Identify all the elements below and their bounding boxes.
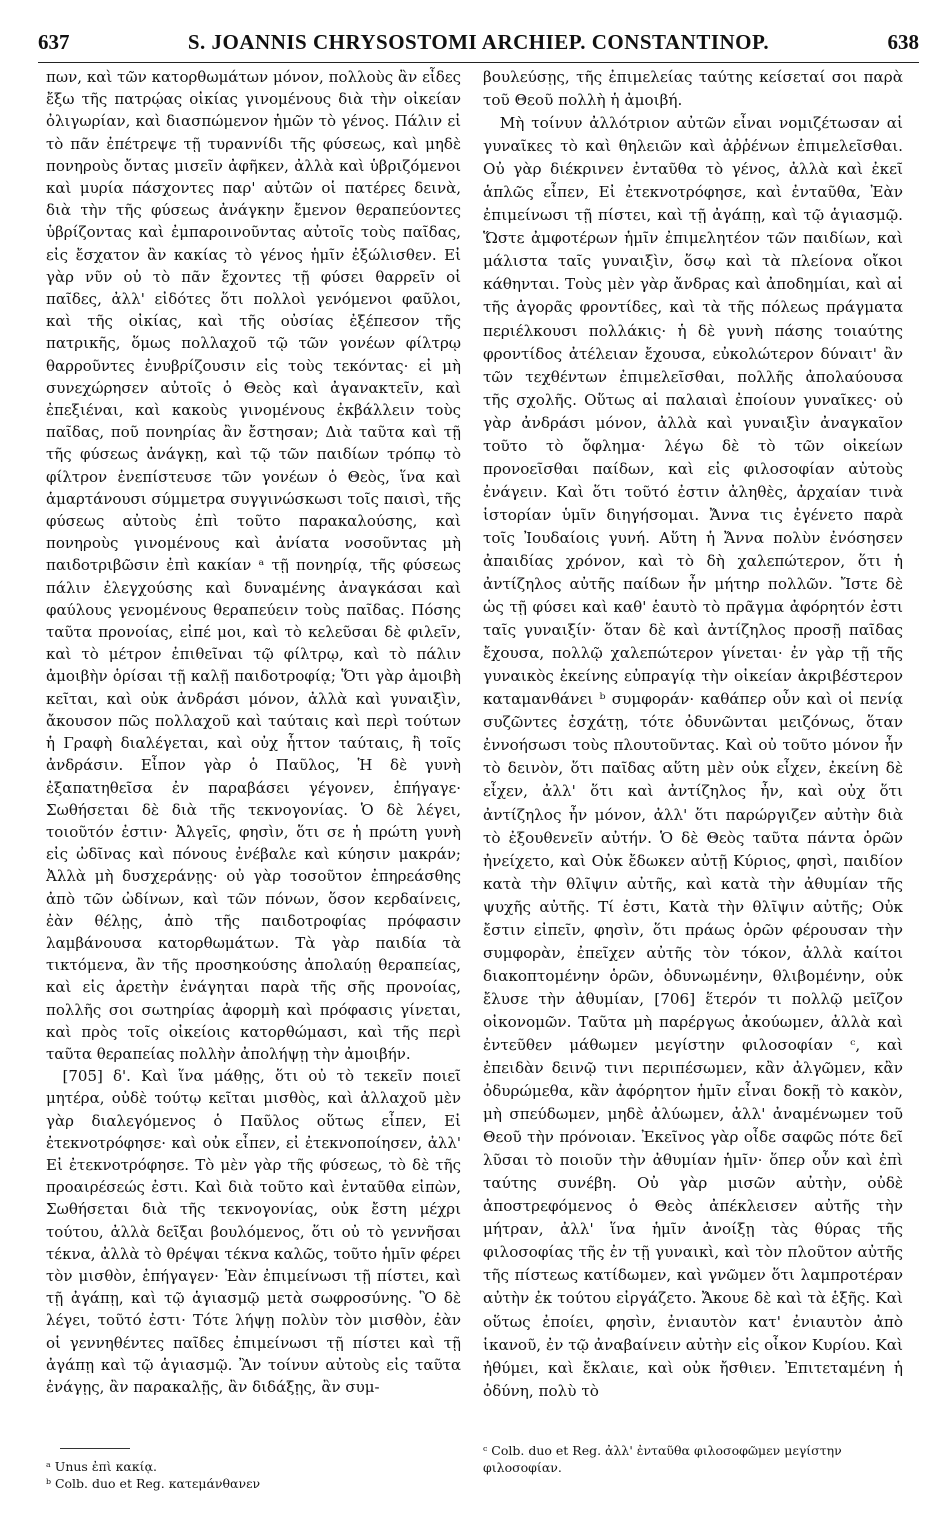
footnotes-right: [483, 1442, 903, 1476]
footnote-b: ᵇ Colb. duo et Reg. κατεμάνθανεν: [46, 1476, 261, 1491]
running-header: [38, 30, 919, 60]
right-column: [483, 66, 903, 1403]
running-title: S. JOANNIS CHRYSOSTOMI ARCHIEP. CONSTANTINOP.: [187, 30, 770, 54]
footnote-a: ᵃ Unus ἐπὶ κακίᾳ.: [46, 1459, 157, 1474]
footnotes-left: [46, 1458, 461, 1492]
left-column: [46, 66, 461, 1398]
left-paragraph-2: [705] δ'. Καὶ ἵνα μάθῃς, ὅτι οὐ τὸ τεκεῖν ποιεῖ μητέρα, οὐδὲ τούτῳ κεῖται μισθὸς, καὶ ἀλλαχοῦ μὲν γὰρ διαλεγόμενος ὁ Παῦλος οὕτως εἶπεν, Εἰ ἐτεκνοτρόφησε· καὶ οὐκ εἶπεν, εἰ ἐτεκνοποίησεν, ἀλλ' Εἰ ἐτεκνοτρόφησε. Τὸ μὲν γὰρ τῆς φύσεως, τὸ δὲ τῆς προαιρέσεώς ἐστι. Καὶ διὰ τοῦτο καὶ ἐνταῦθα εἰπὼν, Σωθήσεται διὰ τῆς τεκνογονίας, οὐκ ἔστη μέχρι τούτου, ἀλλὰ δεῖξαι βουλόμενος, ὅτι οὐ τὸ γεννῆσαι τέκνα, ἀλλὰ τὸ θρέψαι τέκνα καλῶς, τοῦτο ἡμῖν φέρει τὸν μισθὸν, ἐπήγαγεν· Ἐὰν ἐπιμείνωσι τῇ πίστει, καὶ τῇ ἀγάπῃ, καὶ τῷ ἁγιασμῷ μετὰ σωφροσύνης. Ὃ δὲ λέγει, τοῦτό ἐστι· Τότε λήψῃ πολὺν τὸν μισθὸν, ἐὰν οἱ γεννηθέντες παῖδες ἐπιμείνωσι τῇ πίστει καὶ τῇ ἀγάπῃ καὶ τῷ ἁγιασμῷ. Ἂν τοίνυν αὐτοὺς εἰς ταῦτα ἐνάγῃς, ἂν παρακαλῇς, ἂν διδάξῃς, ἂν συμ-: [46, 1067, 461, 1396]
right-paragraph-2: Μὴ τοίνυν ἀλλότριον αὐτῶν εἶναι νομιζέτωσαν αἱ γυναῖκες τὸ καὶ θηλειῶν καὶ ἀῤῥένων ἐπιμελεῖσθαι. Οὐ γὰρ διέκρινεν ἐνταῦθα τὸ γένος, ἀλλὰ καὶ ἐκεῖ ἁπλῶς εἶπεν, Εἰ ἐτεκνοτρόφησε, καὶ ἐνταῦθα, Ἐὰν ἐπιμείνωσι τῇ πίστει, καὶ τῇ ἀγάπῃ, καὶ τῷ ἁγιασμῷ. Ὥστε ἀμφοτέρων ἡμῖν ἐπιμελητέον τῶν παιδίων, καὶ μάλιστα ταῖς γυναιξὶν, ὅσῳ καὶ τὰ πλείονα οἴκοι κάθηνται. Τοὺς μὲν γὰρ ἄνδρας καὶ ἀποδημίαι, καὶ αἱ τῆς ἀγορᾶς φροντίδες, καὶ τὰ τῆς πόλεως πράγματα περιέλκουσι πολλάκις· ἡ δὲ γυνὴ πάσης τοιαύτης φροντίδος ἀτέλειαν ἔχουσα, εὐκολώτερον δύναιτ' ἂν τῶν τεχθέντων ἐπιμελεῖσθαι, πολλῆς ἀπολαύουσα τῆς σχολῆς. Οὕτως αἱ παλαιαὶ ἐποίουν γυναῖκες· οὐ γὰρ ἀνδράσι μόνον, ἀλλὰ καὶ γυναιξὶν ἀναγκαῖον τοῦτο τὸ ὄφλημα· λέγω δὲ τὸ τῶν οἰκείων προνοεῖσθαι παίδων, καὶ εἰς φιλοσοφίαν αὐτοὺς ἐνάγειν. Καὶ ὅτι τοῦτό ἐστιν ἀληθὲς, ἀρχαίαν τινὰ ἱστορίαν ὑμῖν διηγήσομαι. Ἄννα τις ἐγένετο παρὰ τοῖς Ἰουδαίοις γυνή. Αὕτη ἡ Ἄννα πολὺν ἐνόσησεν ἀπαιδίας χρόνον, καὶ τὸ δὴ χαλεπώτερον, ὅτι ἡ ἀντίζηλος αὐτῆς παίδων ἦν μήτηρ πολλῶν. Ἴστε δὲ ὡς τῇ φύσει καὶ καθ' ἑαυτὸ τὸ πρᾶγμα ἀφόρητόν ἐστι ταῖς γυναιξίν· ὅταν δὲ καὶ ἀντίζηλος προσῇ παῖδας ἔχουσα, πολλῷ χαλεπώτερον γίνεται· ἐν γὰρ τῇ τῆς γυναικὸς ἐκείνης εὐπραγίᾳ τὴν οἰκείαν ἀκριβέστερον καταμανθάνει ᵇ συμφοράν· καθάπερ οὖν καὶ οἱ πενίᾳ συζῶντες ἐσχάτῃ, τότε ὀδυνῶνται μειζόνως, ὅταν ἐννοήσωσι τοὺς πλουτοῦντας. Καὶ οὐ τοῦτο μόνον ἦν τὸ δεινὸν, ὅτι παῖδας αὕτη μὲν οὐκ εἶχεν, ἐκείνη δὲ εἶχεν, ἀλλ' ὅτι καὶ ἀντίζηλος ἦν, καὶ οὐχ ὅτι ἀντίζηλος ἦν μόνον, ἀλλ' ὅτι παρώργιζεν αὐτὴν διὰ τὸ ἐξουθενεῖν αὐτήν. Ὁ δὲ Θεὸς ταῦτα πάντα ὁρῶν ἠνείχετο, καὶ Οὐκ ἔδωκεν αὐτῇ Κύριος, φησὶ, παιδίον κατὰ τὴν θλῖψιν αὐτῆς, καὶ κατὰ τὴν ἀθυμίαν τῆς ψυχῆς αὐτῆς. Τί ἐστι, Κατὰ τὴν θλῖψιν αὐτῆς; Οὐκ ἔστιν εἰπεῖν, φησὶν, ὅτι πράως ὁρῶν φέρουσαν τὴν συμφορὰν, ἐπεῖχεν αὐτῆς τὸν τόκον, ἀλλὰ καίτοι διακοπτομένην ὁρῶν, ὀδυνωμένην, θλιβομένην, οὐκ ἔλυσε τὴν ἀθυμίαν, [706] ἕτερόν τι πολλῷ μεῖζον οἰκονομῶν. Ταῦτα μὴ παρέργως ἀκούωμεν, ἀλλὰ καὶ ἐντεῦθεν μάθωμεν μεγίστην φιλοσοφίαν ᶜ, καὶ ἐπειδὰν δεινῷ τινι περιπέσωμεν, κἂν ἀλγῶμεν, κἂν ὀδυρώμεθα, κἂν ἀφόρητον ἡμῖν εἶναι δοκῇ τὸ κακὸν, μὴ σπεύδωμεν, μηδὲ ἀλύωμεν, ἀλλ' ἀναμένωμεν τοῦ Θεοῦ τὴν πρόνοιαν. Ἐκεῖνος γὰρ οἶδε σαφῶς πότε δεῖ λῦσαι τὸ ποιοῦν τὴν ἀθυμίαν ἡμῖν· ὅπερ οὖν καὶ ἐπὶ ταύτης συνέβη. Οὐ γὰρ μισῶν αὐτὴν, οὐδὲ ἀποστρεφόμενος ὁ Θεὸς ἀπέκλεισεν αὐτῆς τὴν μήτραν, ἀλλ' ἵνα ἡμῖν ἀνοίξῃ τὰς θύρας τῆς φιλοσοφίας τῆς ἐν τῇ γυναικὶ, καὶ τὸν πλοῦτον αὐτῆς τῆς πίστεως κατίδωμεν, καὶ γνῶμεν ὅτι λαμπροτέραν αὐτὴν ἐκ τούτου εἰργάζετο. Ἄκουε δὲ καὶ τὰ ἑξῆς. Καὶ οὕτως ἐποίει, φησὶν, ἐνιαυτὸν κατ' ἐνιαυτὸν ἀπὸ ἱκανοῦ, ἐν τῷ ἀναβαίνειν αὐτὴν εἰς οἶκον Κυρίου. Καὶ ἠθύμει, καὶ ἔκλαιε, καὶ οὐκ ἤσθιεν. Ἐπιτεταμένη ἡ ὀδύνη, πολὺ τὸ: [483, 114, 903, 1400]
footnote-c: ᶜ Colb. duo et Reg. ἀλλ' ἐνταῦθα φιλοσοφῶμεν μεγίστην φιλοσοφίαν.: [483, 1443, 842, 1475]
footnote-rule: [60, 1448, 130, 1449]
header-rule: [38, 62, 919, 63]
right-paragraph-1: βουλεύσῃς, τῆς ἐπιμελείας ταύτης κείσεταί σοι παρὰ τοῦ Θεοῦ πολλὴ ἡ ἀμοιβή.: [483, 68, 903, 110]
left-paragraph-1: πων, καὶ τῶν κατορθωμάτων μόνον, πολλοὺς ἂν εἶδες ἔξω τῆς πατρῴας οἰκίας γινομένους διὰ τὴν οἰκείαν ὀλιγωρίαν, καὶ διασπώμενον ἡμῶν τὸ γένος. Πάλιν εἰ τὸ πᾶν ἐπέτρεψε τῇ τυραννίδι τῆς φύσεως, καὶ μηδὲ πονηροὺς ὄντας μισεῖν ἀφῆκεν, ἀλλὰ καὶ ὑβριζόμενοι καὶ μυρία πάσχοντες παρ' αὐτῶν οἱ πατέρες δεινὰ, διὰ τὴν τῆς φύσεως ἀνάγκην ἔμενον θεραπεύοντες ὑβρίζοντας καὶ ἐμπαροινοῦντας αὐτοῖς τοὺς παῖδας, εἰς ἔσχατον ἂν κακίας τὸ γένος ἡμῖν ἐξώλισθεν. Εἰ γὰρ νῦν οὐ τὸ πᾶν ἔχοντες τῇ φύσει θαρρεῖν οἱ παῖδες, ἀλλ' εἰδότες ὅτι πολλοὶ γενόμενοι φαῦλοι, καὶ τῆς οἰκίας, καὶ τῆς οὐσίας ἐξέπεσον τῆς πατρικῆς, ὅμως πολλαχοῦ τῷ τῶν γονέων φίλτρῳ θαρροῦντες ἐνυβρίζουσιν εἰς τοὺς τεκόντας· εἰ μὴ συνεχώρησεν αὐτοῖς ὁ Θεὸς καὶ ἀγανακτεῖν, καὶ ἐπεξιέναι, καὶ κακοὺς γινομένους ἐκβάλλειν τοὺς παῖδας, ποῦ πονηρίας ἂν ἔστησαν; Διὰ ταῦτα καὶ τῇ τῆς φύσεως ἀνάγκῃ, καὶ τῷ τῶν παιδίων τρόπῳ τὸ φίλτρον ἐνεπίστευσε τῶν γονέων ὁ Θεὸς, ἵνα καὶ ἁμαρτάνουσι σύμμετρα συγγινώσκωσι τοῖς παισὶ, τῆς φύσεως αὐτοὺς ἐπὶ τοῦτο παρακαλούσης, καὶ πονηροὺς γινομένους καὶ ἀνίατα νοσοῦντας μὴ παιδοτριβῶσιν ἐπὶ κακίαν ᵃ τῇ πονηρίᾳ, τῆς φύσεως πάλιν ἐλεγχούσης καὶ δυναμένης ἀναγκάσαι καὶ φαύλους γενομένους θεραπεύειν τοὺς παῖδας. Πόσης ταῦτα προνοίας, εἰπέ μοι, καὶ τὸ κελεῦσαι δὲ φιλεῖν, καὶ τὸ μέτρον ἐπιθεῖναι τῷ φίλτρῳ, καὶ τὸ πάλιν ἀμοιβὴν ὁρίσαι τῇ καλῇ παιδοτροφίᾳ; Ὅτι γὰρ ἀμοιβὴ κεῖται, καὶ οὐκ ἀνδράσι μόνον, ἀλλὰ καὶ γυναιξὶν, ἄκουσον πῶς πολλαχοῦ καὶ ταύταις καὶ περὶ τούτων ἡ Γραφὴ διαλέγεται, καὶ οὐχ ἧττον ταύταις, ἢ τοῖς ἀνδράσιν. Εἶπον γὰρ ὁ Παῦλος, Ἡ δὲ γυνὴ ἐξαπατηθεῖσα ἐν παραβάσει γέγονεν, ἐπήγαγε· Σωθήσεται δὲ διὰ τῆς τεκνογονίας. Ὁ δὲ λέγει, τοιοῦτόν ἐστιν· Ἀλγεῖς, φησὶν, ὅτι σε ἡ πρώτη γυνὴ εἰς ὠδῖνας καὶ πόνους ἐνέβαλε καὶ κύησιν μακράν; Ἀλλὰ μὴ δυσχεράνῃς· οὐ γὰρ τοσοῦτον ἐπηρεάσθης ἀπὸ τῶν ὠδίνων, καὶ τῶν πόνων, ὅσον κερδαίνεις, ἐὰν θέλῃς, ἀπὸ τῆς παιδοτροφίας πρόφασιν λαμβάνουσα κατορθωμάτων. Τὰ γὰρ παιδία τὰ τικτόμενα, ἂν τῆς προσηκούσης ἀπολαύῃ θεραπείας, καὶ εἰς ἀρετὴν ἐνάγηται παρὰ τῆς σῆς προνοίας, πολλῆς σοι σωτηρίας ἀφορμὴ καὶ πρόφασις γίνεται, καὶ πρὸς τοῖς οἰκείοις κατορθώμασι, καὶ τῆς περὶ ταῦτα θεραπείας πολλὴν ἀπολήψῃ τὴν ἀμοιβήν.: [46, 68, 461, 1063]
page-number-left: 637: [38, 30, 70, 54]
page-number-right: 638: [887, 30, 919, 54]
